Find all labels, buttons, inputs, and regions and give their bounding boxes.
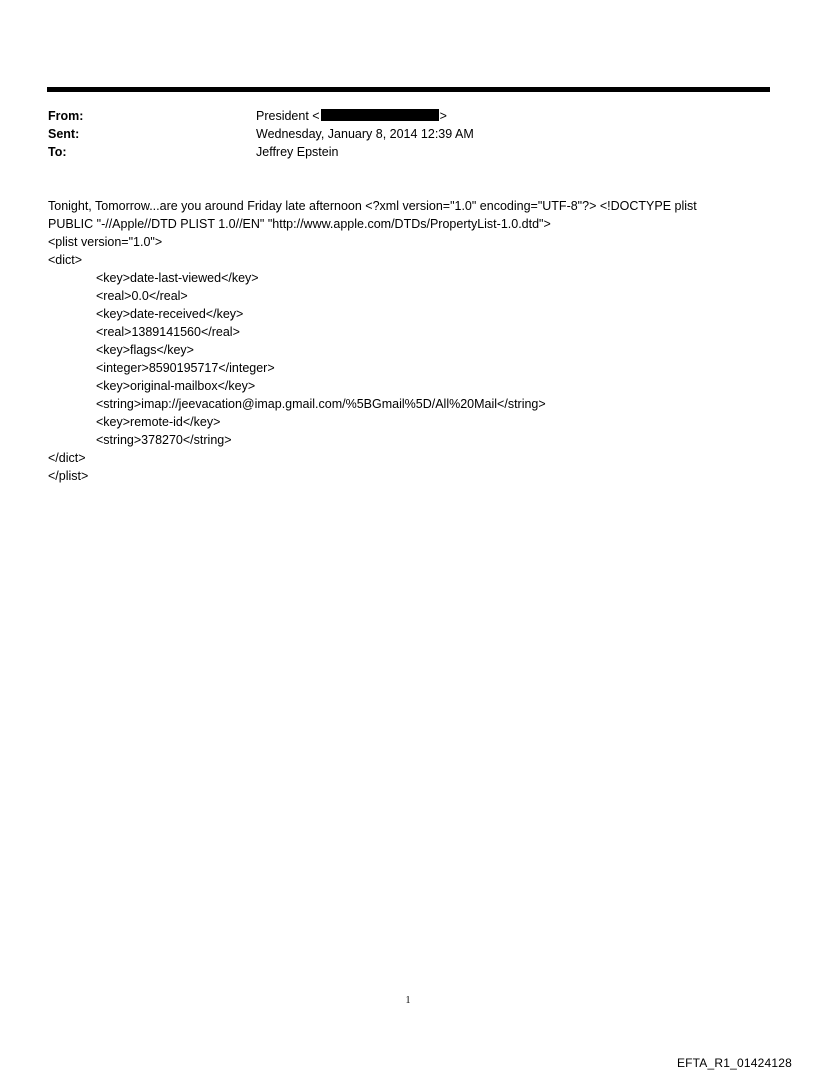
body-line: <key>flags</key> (96, 343, 194, 357)
to-label: To: (48, 145, 67, 159)
body-line: <key>original-mailbox</key> (96, 379, 256, 393)
body-line: <integer>8590195717</integer> (96, 361, 275, 375)
body-line: PUBLIC "-//Apple//DTD PLIST 1.0//EN" "http://www.apple.com/DTDs/PropertyList-1.0.dtd"> (48, 217, 551, 231)
body-line: <dict> (48, 253, 83, 267)
page-number: 1 (405, 995, 411, 1006)
to-row (48, 143, 768, 161)
body-line: </dict> (48, 451, 86, 465)
sent-row (48, 125, 768, 143)
document-id: EFTA_R1_01424128 (676, 1056, 792, 1070)
to-value: Jeffrey Epstein (256, 145, 339, 159)
body-line: <string>378270</string> (96, 433, 232, 447)
body-line: <string>imap://jeevacation@imap.gmail.com/%5BGmail%5D/All%20Mail</string> (96, 397, 546, 411)
email-header (48, 107, 768, 161)
body-line: </plist> (48, 469, 89, 483)
body-line: <key>date-last-viewed</key> (96, 271, 259, 285)
body-line: <key>date-received</key> (96, 307, 244, 321)
email-body (48, 197, 768, 485)
sent-value: Wednesday, January 8, 2014 12:39 AM (256, 127, 474, 141)
body-line: <real>1389141560</real> (96, 325, 240, 339)
redaction-box (321, 109, 439, 121)
from-name: President < (256, 109, 320, 123)
from-value (256, 107, 447, 125)
body-line: <plist version="1.0"> (48, 235, 163, 249)
sent-label: Sent: (48, 127, 80, 141)
body-line: <key>remote-id</key> (96, 415, 221, 429)
from-close-bracket: > (439, 109, 447, 123)
header-divider (47, 87, 770, 92)
body-line: Tonight, Tomorrow...are you around Friday late afternoon <?xml version="1.0" encoding="UTF-8"?> <!DOCTYPE plist (48, 199, 697, 213)
from-label: From: (48, 109, 84, 123)
body-line: <real>0.0</real> (96, 289, 188, 303)
from-row (48, 107, 768, 125)
